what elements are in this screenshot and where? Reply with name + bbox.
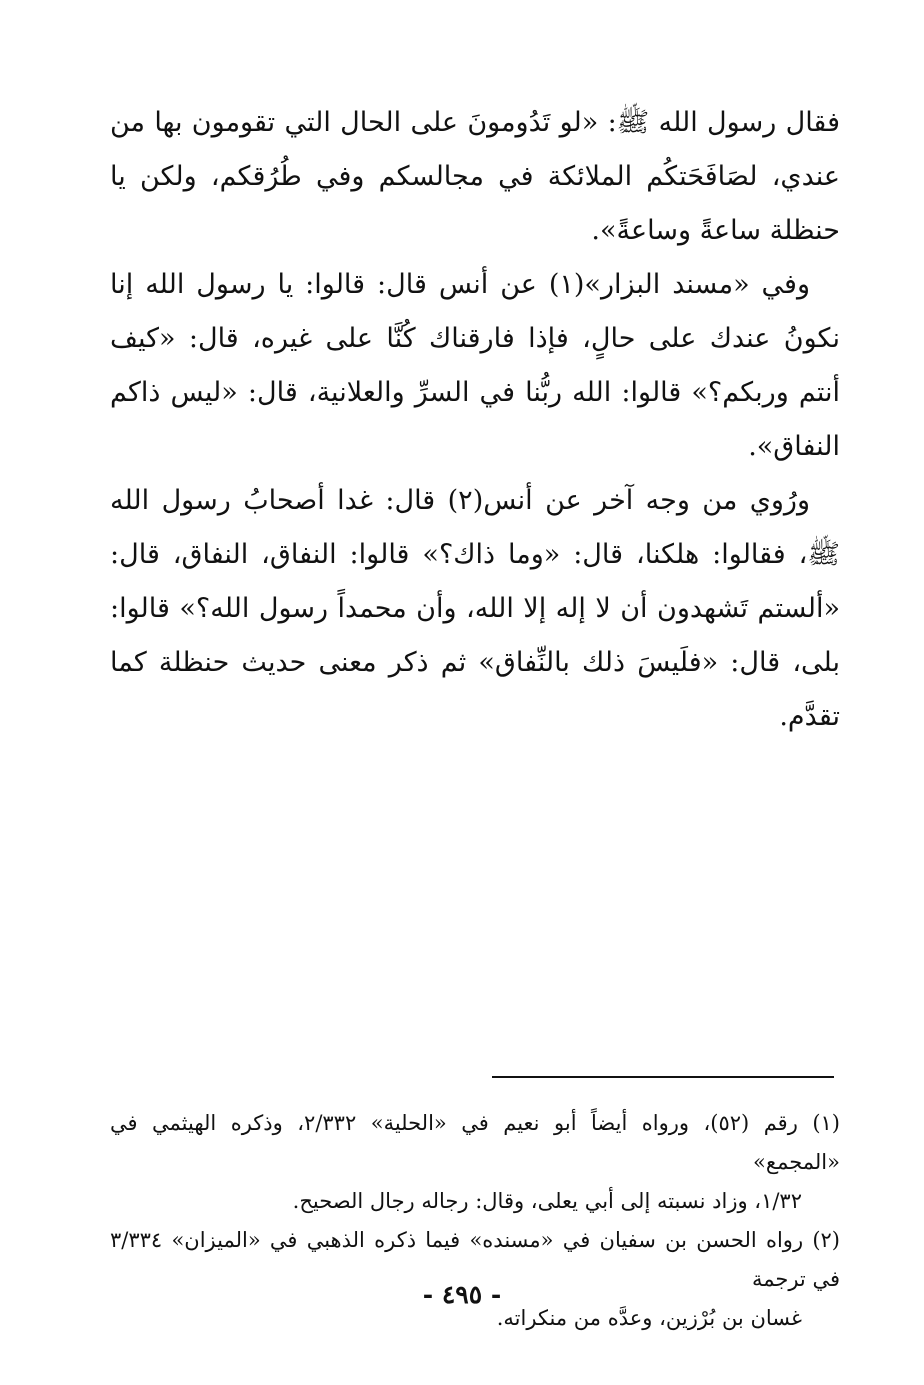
- footnote-2-continuation: غسان بن بُرْزين، وعدَّه من منكراته.: [496, 1306, 802, 1330]
- footnote-1-continuation: ١/٣٢، وزاد نسبته إلى أبي يعلى، وقال: رجاله رجال الصحيح.: [292, 1189, 802, 1213]
- paragraph-bazzar-narration: وفي «مسند البزار»(١) عن أنس قال: قالوا: يا رسول الله إنا نكونُ عندك على حالٍ، فإذا فارقناك كُنَّا على غيره، قال: «كيف أنتم وربكم؟» قالوا: الله ربُّنا في السرِّ والعلانية، قال: «ليس ذاكم النفاق».: [110, 269, 840, 462]
- page-number: - ٤٩٥ -: [422, 1280, 502, 1309]
- paragraph-hanzala-hadith: فقال رسول الله ﷺ: «لو تَدُومونَ على الحال التي تقومون بها من عندي، لصَافَحَتكُم الملائكة في مجالسكم وفي طُرُقكم، ولكن يا حنظلة ساعةً وساعةً».: [110, 107, 840, 246]
- footnote-separator: [492, 1076, 834, 1078]
- paragraph-anas-narration: ورُوي من وجه آخر عن أنس(٢) قال: غدا أصحابُ رسول الله ﷺ، فقالوا: هلكنا، قال: «وما ذاك؟» قالوا: النفاق، النفاق، قال: «ألستم تَشهدون أن لا إله إلا الله، وأن محمداً رسول الله؟» قالوا: بلى، قال: «فلَيسَ ذلك بالنِّفاق» ثم ذكر معنى حديث حنظلة كما تقدَّم.: [110, 485, 840, 732]
- footnote-1: (١) رقم (٥٢)، ورواه أيضاً أبو نعيم في «الحلية» ٢/٣٣٢، وذكره الهيثمي في «المجمع»: [110, 1111, 840, 1174]
- main-text: [110, 96, 840, 744]
- footnote-2: (٢) رواه الحسن بن سفيان في «مسنده» فيما ذكره الذهبي في «الميزان» ٣/٣٣٤ في ترجمة: [110, 1228, 840, 1291]
